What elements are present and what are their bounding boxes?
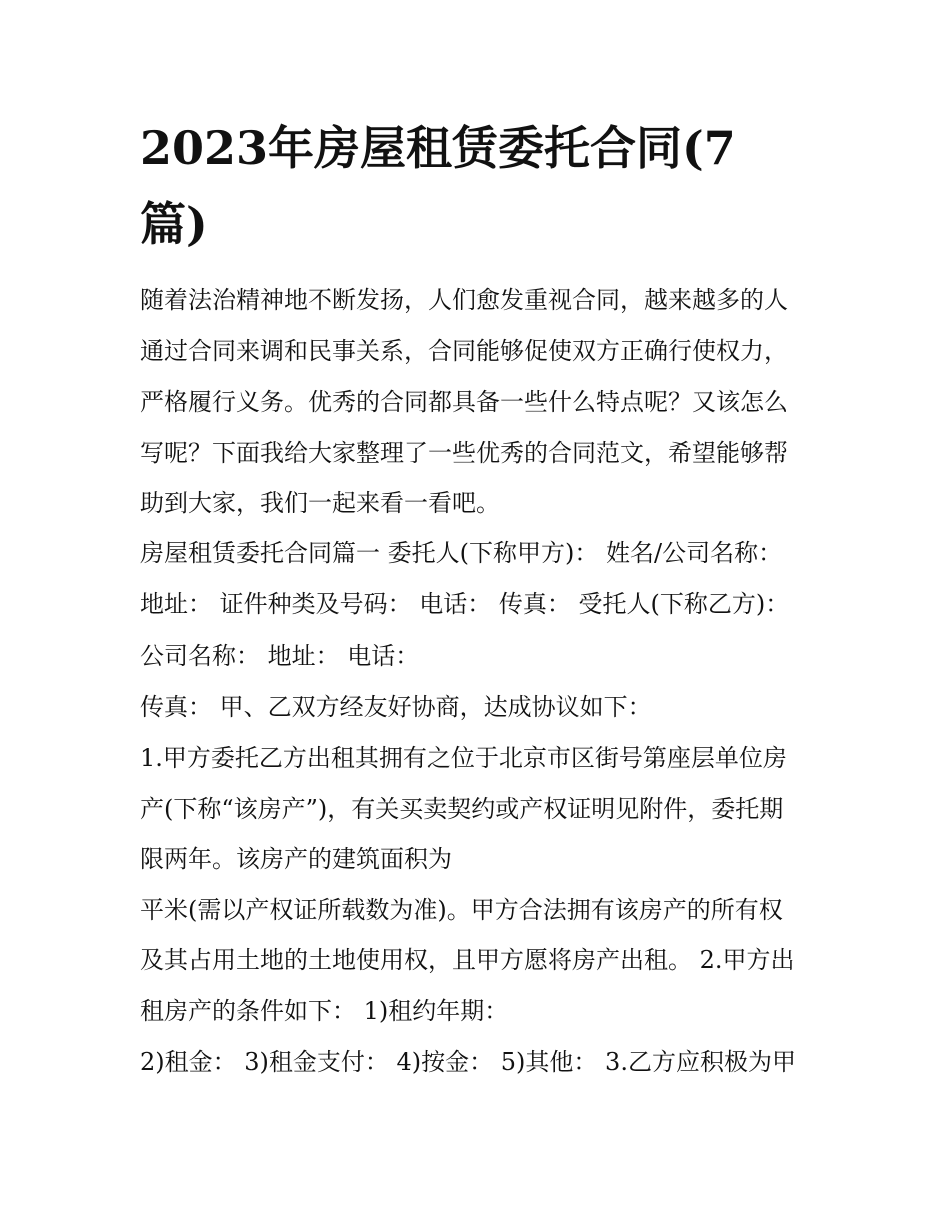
body-line-16: 2)租金： 3)租金支付： 4)按金： 5)其他： 3.乙方应积极为甲	[140, 1048, 796, 1076]
body-line-4: 写呢？下面我给大家整理了一些优秀的合同范文，希望能够帮	[140, 439, 788, 467]
body-line-2: 通过合同来调和民事关系，合同能够促使双方正确行使权力，	[140, 337, 788, 365]
body-line-13: 平米(需以产权证所载数为准)。甲方合法拥有该房产的所有权	[140, 896, 783, 924]
document-title-line-1: 2023年房屋租赁委托合同(7	[140, 121, 736, 175]
body-line-11: 产(下称“该房产”)，有关买卖契约或产权证明见附件，委托期	[140, 795, 784, 823]
body-line-5: 助到大家，我们一起来看一看吧。	[140, 489, 500, 517]
body-line-1: 随着法治精神地不断发扬，人们愈发重视合同，越来越多的人	[140, 286, 788, 314]
body-line-9: 传真： 甲、乙双方经友好协商，达成协议如下：	[140, 693, 652, 721]
body-line-15: 租房产的条件如下： 1)租约年期：	[140, 997, 509, 1025]
body-line-10: 1.甲方委托乙方出租其拥有之位于北京市区街号第座层单位房	[140, 744, 787, 772]
document-title-line-2: 篇)	[140, 197, 208, 251]
body-line-12: 限两年。该房产的建筑面积为	[140, 845, 452, 873]
body-line-8: 公司名称： 地址： 电话：	[140, 642, 420, 670]
body-line-14: 及其占用土地的土地使用权，且甲方愿将房产出租。 2.甲方出	[140, 946, 795, 974]
body-line-3: 严格履行义务。优秀的合同都具备一些什么特点呢？又该怎么	[140, 388, 788, 416]
body-line-6: 房屋租赁委托合同篇一 委托人(下称甲方)： 姓名/公司名称：	[140, 539, 783, 567]
body-line-7: 地址： 证件种类及号码： 电话： 传真： 受托人(下称乙方)：	[140, 590, 790, 618]
